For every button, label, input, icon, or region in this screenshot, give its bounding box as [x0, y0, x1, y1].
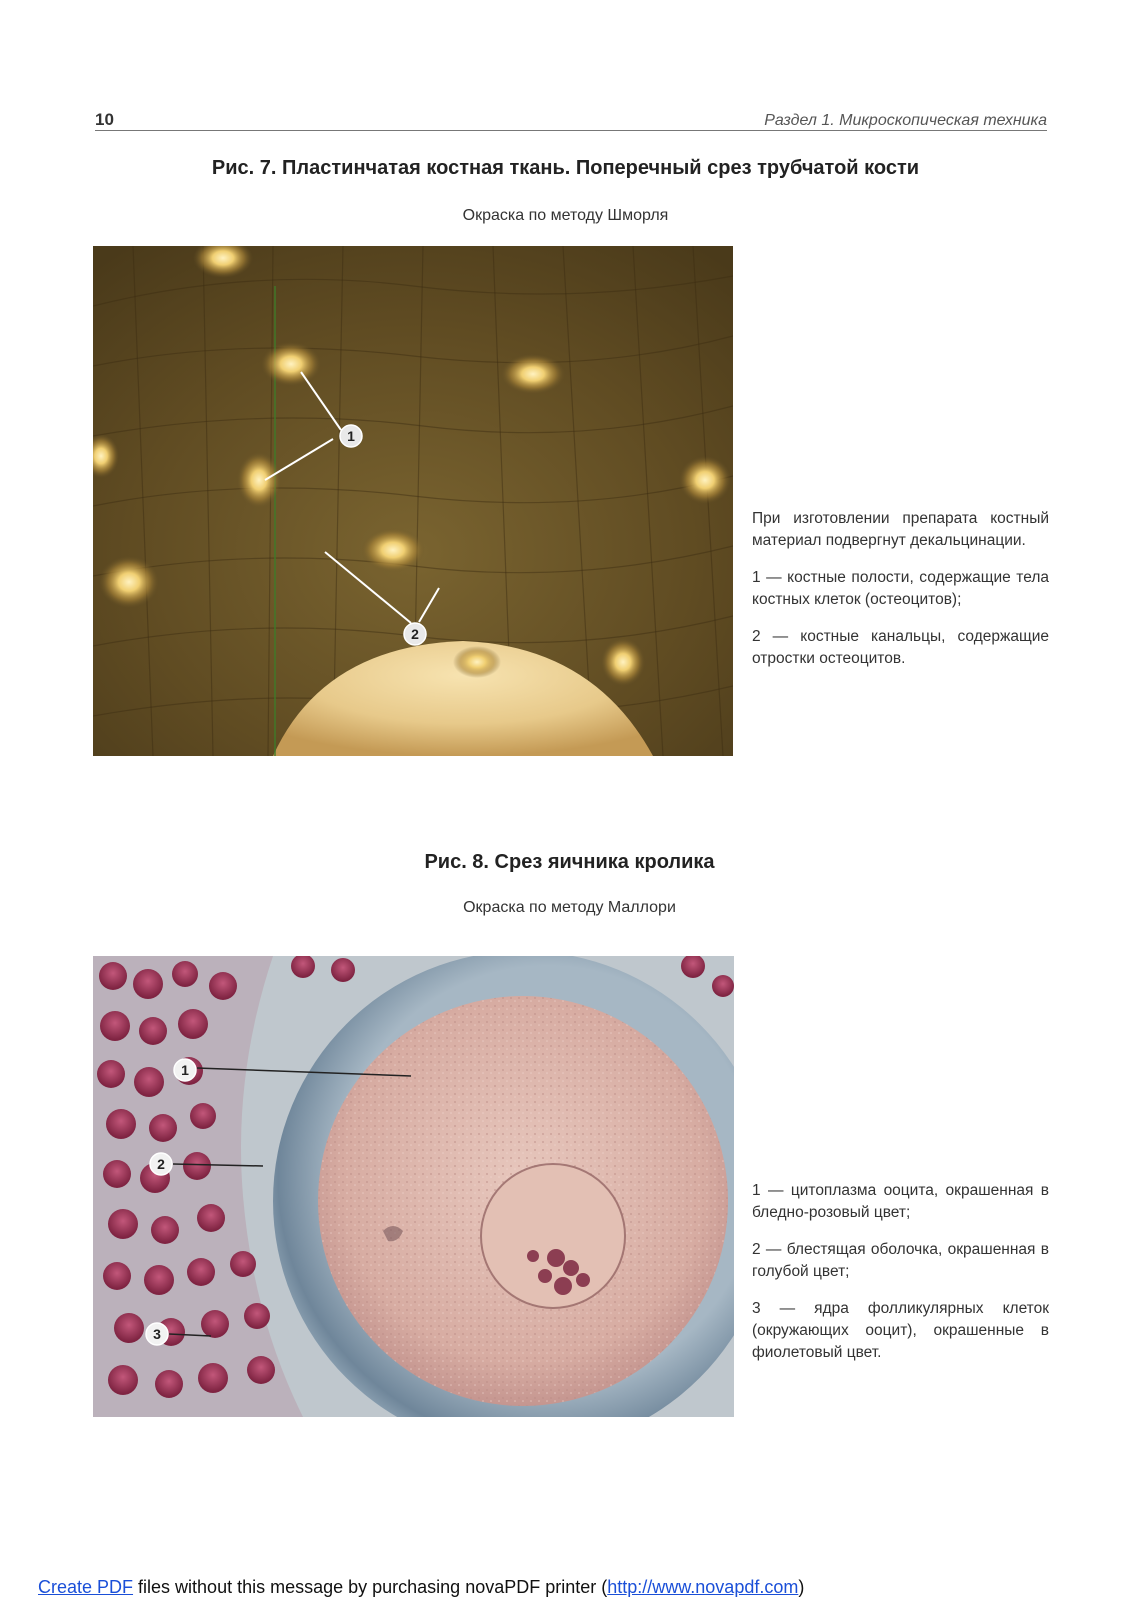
figure-8-caption-item-3: 3 — ядра фолликулярных клеток (окружающих ооцит), окрашенные в фиолетовый цвет. — [752, 1300, 1049, 1361]
figure-8-marker-3 — [146, 1323, 168, 1345]
running-head: Раздел 1. Микроскопическая техника — [764, 112, 1047, 129]
svg-text:1: 1 — [347, 428, 355, 444]
footer-text-end: ) — [798, 1577, 805, 1597]
page-number: 10 — [95, 110, 114, 129]
figure-7-micrograph — [93, 246, 733, 756]
figure-8-micrograph — [93, 956, 734, 1417]
figure-8-title: Рис. 8. Срез яичника кролика — [424, 851, 715, 873]
svg-text:3: 3 — [153, 1326, 161, 1342]
figure-8-caption-item-2: 2 — блестящая оболочка, окрашенная в голубой цвет; — [752, 1241, 1049, 1280]
svg-text:1: 1 — [181, 1062, 189, 1078]
svg-text:2: 2 — [411, 626, 419, 642]
figure-8-marker-1 — [174, 1059, 196, 1081]
bone-tissue-illustration — [93, 246, 733, 756]
novapdf-url-link[interactable]: http://www.novapdf.com — [607, 1577, 799, 1597]
figure-8-stain: Окраска по методу Маллори — [463, 899, 676, 916]
pdf-footer — [38, 1577, 804, 1598]
ovary-section-illustration — [93, 956, 734, 1417]
figure-8-caption-item-1: 1 — цитоплазма ооцита, окрашенная в бледно-розовый цвет; — [752, 1182, 1049, 1221]
figure-7-marker-1 — [340, 425, 362, 447]
figure-7-caption-item-2: 2 — костные канальцы, содержащие отростки остеоцитов. — [752, 628, 1049, 667]
figure-7-caption-intro: При изготовлении препарата костный материал подвергнут декальцинации. — [752, 510, 1049, 549]
header-rule — [95, 130, 1047, 131]
figure-8-marker-2 — [150, 1153, 172, 1175]
figure-7-title: Рис. 7. Пластинчатая костная ткань. Поперечный срез трубчатой кости — [211, 157, 920, 179]
svg-text:2: 2 — [157, 1156, 165, 1172]
footer-text: files without this message by purchasing novaPDF printer ( — [133, 1577, 608, 1597]
figure-7-stain: Окраска по методу Шморля — [462, 207, 669, 224]
figure-7-caption-item-1: 1 — костные полости, содержащие тела костных клеток (остеоцитов); — [752, 569, 1049, 608]
figure-7-marker-2 — [404, 623, 426, 645]
figure-8-caption — [752, 1180, 1049, 1379]
create-pdf-link[interactable]: Create PDF — [38, 1577, 134, 1597]
figure-7-caption — [752, 508, 1049, 685]
